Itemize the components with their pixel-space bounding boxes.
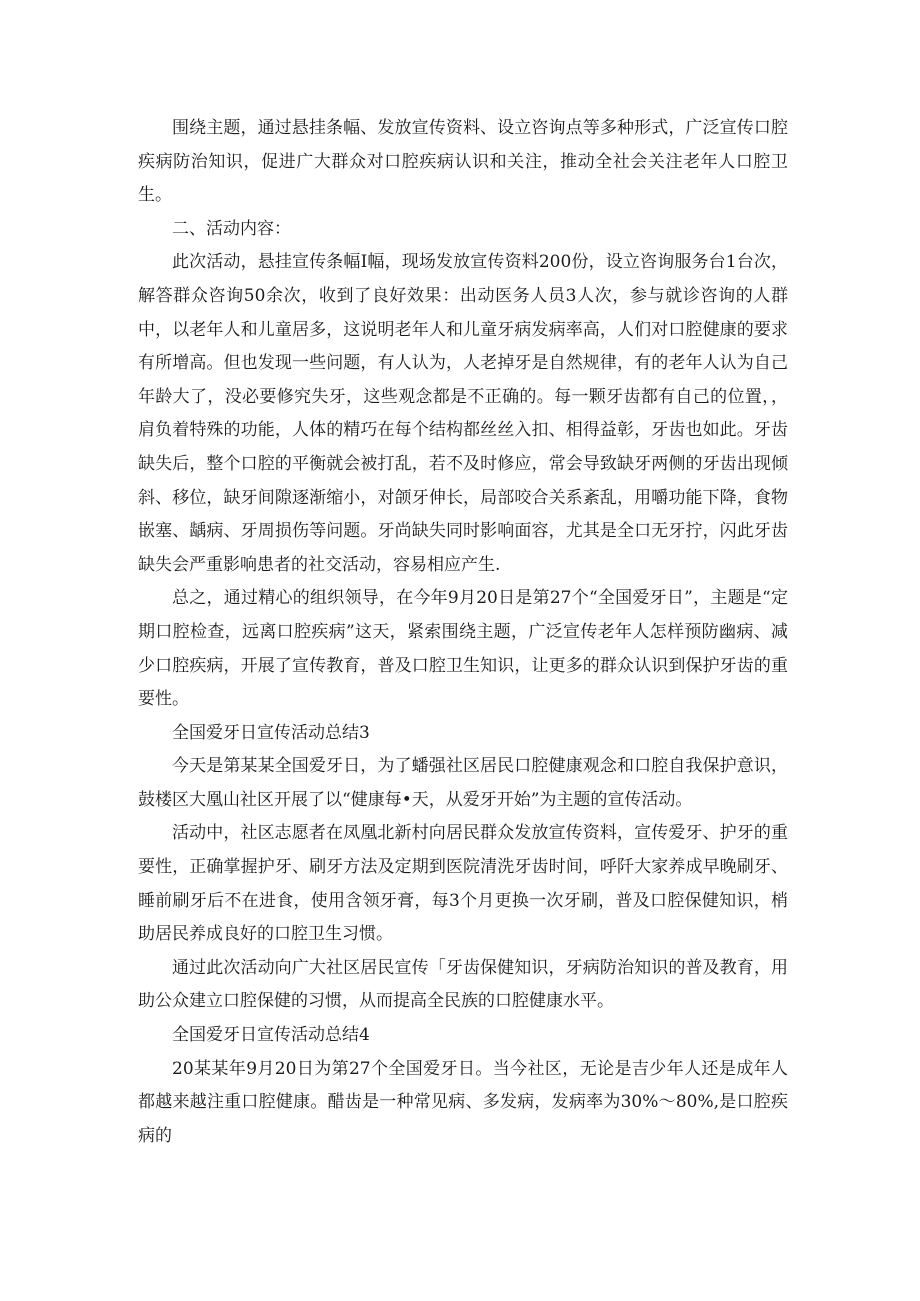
section-heading-activity-content: 二、活动内容： xyxy=(172,218,291,239)
section-heading-summary-4: 全国爱牙日宣传活动总结4 xyxy=(172,1025,370,1046)
document-body xyxy=(138,112,788,1153)
paragraph-summary-3-intro: 今天是第某某全国爱牙日，为了蟠强社区居民口腔健康观念和口腔自我保护意识，鼓楼区大凰山社区开展了以“健康每•天，从爱牙开始”为主题的宣传活动。 xyxy=(138,756,788,810)
paragraph-summary-3-outcome: 通过此次活动向广大社区居民宣传「牙齿保健知识，牙病防治知识的普及教育，用助公众建立口腔保健的习惯，从而提高全民族的口腔健康水平。 xyxy=(138,957,788,1012)
paragraph-summary-3-activity: 活动中，社区志愿者在凤凰北新村向居民群众发放宣传资料，宣传爱牙、护牙的重要性，正确掌握护牙、刷牙方法及定期到医院清洗牙齿时间，呼阡大家养成早晚刷牙、睡前刷牙后不在进食，使用含领牙膏，每3个月更换一次牙刷，普及口腔保健知识，梢助居民养成良好的口腔卫生习惯。 xyxy=(138,823,788,945)
paragraph-summary-4-intro: 20某某年9月20日为第27个全国爱牙日。当今社区，无论是吉少年人还是成年人都越来越注重口腔健康。醋齿是一种常见病、多发病，发病率为30%〜80%,是口腔疾病的 xyxy=(138,1058,788,1146)
paragraph-theme-intro: 围绕主题，通过悬挂条幅、发放宣传资料、设立咨询点等多种形式，广泛宣传口腔疾病防治知识，促进广大群众对口腔疾病认识和关注，推动全社会关注老年人口腔卫生。 xyxy=(138,118,788,206)
paragraph-conclusion: 总之，通过精心的组织领导，在今年9月20日是第27个“全国爱牙日”，主题是“定期口腔检查，远离口腔疾病”这天，紧索围绕主题，广泛宣传老年人怎样预防幽病、减少口腔疾病，开展了宣传教育，普及口腔卫生知识，让更多的群众认识到保护牙齿的重要性。 xyxy=(138,588,788,710)
paragraph-activity-details: 此次活动，悬挂宣传条幅I幅，现场发放宣传资料200份，设立咨询服务台1台次，解答群众咨询50余次，收到了良好效果：出动医务人员3人次，参与就诊咨询的人群中，以老年人和儿童居多，这说明老年人和儿童牙病发病率高，人们对口腔健康的要求有所增高。但也发现一些问题，有人认为，人老掉牙是自然规律，有的老年人认为自己年龄大了，没必要修究失牙，这些观念都是不正确的。每一颗牙齿都有自己的位置，，肩负着特殊的功能，人体的精巧在每个结构都丝丝入扣、相得益彰，牙齿也如此。牙齿缺失后，整个口腔的平衡就会被打乱，若不及时修应，常会导致缺牙两侧的牙齿出现倾斜、移位，缺牙间隙逐渐缩小，对颌牙伸长，局部咬合关系紊乱，用嚼功能下降，食物嵌塞、龋病、牙周损伤等问题。牙尚缺失同时影响面容，尤其是全口无牙拧，闪此牙齿缺失会严重影响患者的社交活动，容易相应产生. xyxy=(138,252,788,575)
section-heading-summary-3: 全国爱牙日宣传活动总结3 xyxy=(172,722,370,743)
